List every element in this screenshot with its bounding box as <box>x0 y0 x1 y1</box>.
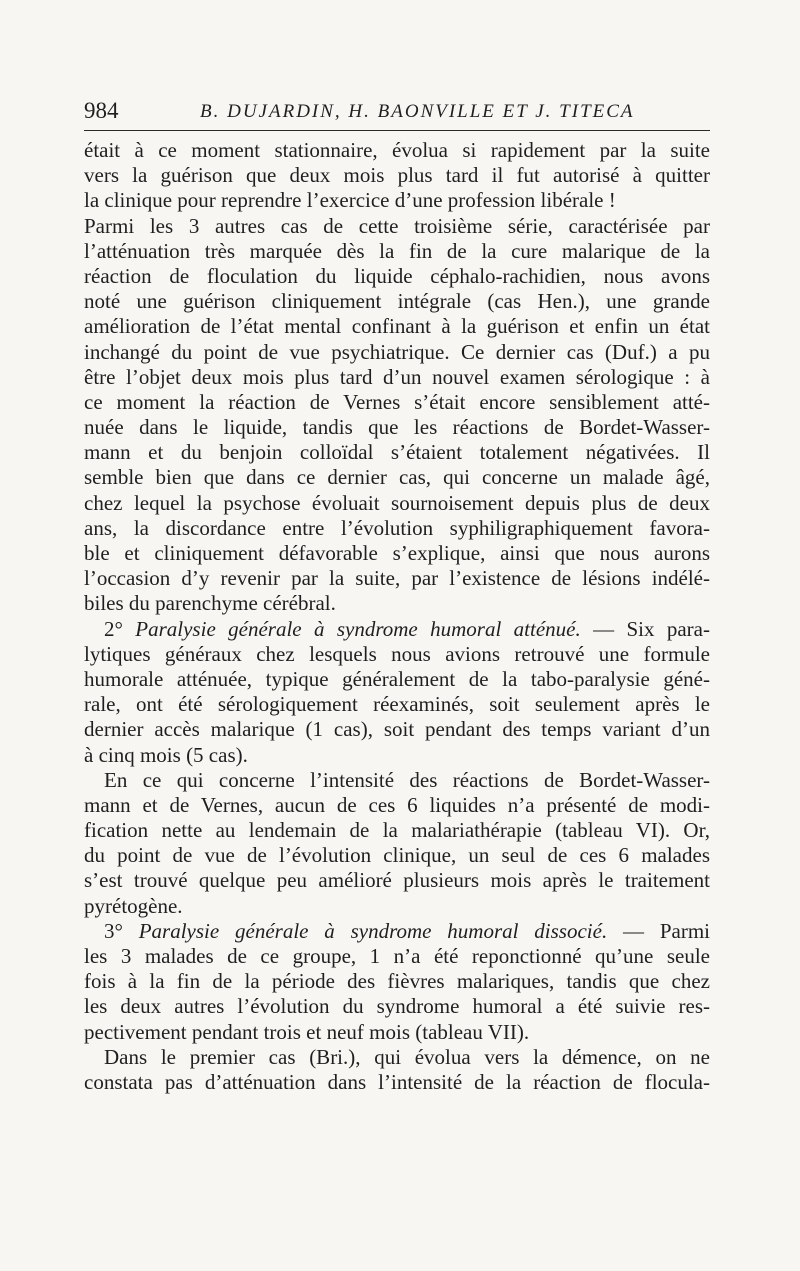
text-line: lytiques généraux chez lesquels nous avions retrouvé une formule <box>84 641 710 666</box>
section-number: 3° <box>104 918 139 943</box>
text-line: nuée dans le liquide, tandis que les réactions de Bordet-Wasser- <box>84 415 710 440</box>
text-line: rale, ont été sérologiquement réexaminés, soit seulement après le <box>84 692 710 717</box>
text-line: humorale atténuée, typique généralement de la tabo-paralysie géné- <box>84 666 710 691</box>
text-line: vers la guérison que deux mois plus tard il fut autorisé à quitter <box>84 163 710 188</box>
text-line: être l’objet deux mois plus tard d’un nouvel examen sérologique : à <box>84 364 710 389</box>
line-text: — Parmi <box>607 918 710 943</box>
text-line: dernier accès malarique (1 cas), soit pendant des temps variant d’un <box>84 717 710 742</box>
page-number: 984 <box>84 98 119 123</box>
section-heading: Paralysie générale à syndrome humoral dissocié. <box>138 918 608 943</box>
text-line: était à ce moment stationnaire, évolua si rapidement par la suite <box>84 138 710 162</box>
text-line: du point de vue de l’évolution clinique, un seul de ces 6 malades <box>84 843 710 868</box>
line-text: — Six para- <box>580 616 710 641</box>
text-line <box>84 617 710 642</box>
text-line: fication nette au lendemain de la malariathérapie (tableau VI). Or, <box>84 818 710 843</box>
text-line: mann et de Vernes, aucun de ces 6 liquides n’a présenté de modi- <box>84 792 710 817</box>
text-line: En ce qui concerne l’intensité des réactions de Bordet-Wasser- <box>104 767 710 792</box>
text-line: constata pas d’atténuation dans l’intensité de la réaction de flocula- <box>84 1069 710 1094</box>
page-header <box>84 98 712 126</box>
text-line: l’occasion d’y revenir par la suite, par l’existence de lésions indélé- <box>84 566 710 591</box>
text-line: mann et du benjoin colloïdal s’étaient totalement négativées. Il <box>84 440 710 465</box>
text-line: les deux autres l’évolution du syndrome humoral a été suivie res- <box>84 994 710 1019</box>
text-line: s’est trouvé quelque peu amélioré plusieurs mois après le traitement <box>84 868 710 893</box>
text-line: chez lequel la psychose évoluait sournoisement depuis plus de deux <box>84 490 710 515</box>
text-line: pectivement pendant trois et neuf mois (tableau VII). <box>84 1019 530 1044</box>
header-rule <box>84 130 710 131</box>
text-line: semble bien que dans ce dernier cas, qui concerne un malade âgé, <box>84 465 710 490</box>
text-line: noté une guérison cliniquement intégrale (cas Hen.), une grande <box>84 289 710 314</box>
text-line: biles du parenchyme cérébral. <box>84 591 336 616</box>
text-line: l’atténuation très marquée dès la fin de la cure malarique de la <box>84 238 710 263</box>
text-line: amélioration de l’état mental confinant à la guérison et enfin un état <box>84 314 710 339</box>
text-line: la clinique pour reprendre l’exercice d’une profession libérale ! <box>84 188 616 213</box>
text-line: ans, la discordance entre l’évolution syphiligraphiquement favora- <box>84 515 710 540</box>
text-line: ble et cliniquement défavorable s’explique, ainsi que nous aurons <box>84 541 710 565</box>
running-head: B. DUJARDIN, H. BAONVILLE ET J. TITECA <box>200 101 635 122</box>
text-line: fois à la fin de la période des fièvres malariques, tandis que chez <box>84 969 710 994</box>
text-line: Parmi les 3 autres cas de cette troisième série, caractérisée par <box>84 213 710 238</box>
text-line: réaction de floculation du liquide céphalo-rachidien, nous avons <box>84 263 710 288</box>
text-line: pyrétogène. <box>84 893 183 918</box>
text-line <box>84 919 710 944</box>
text-line: Dans le premier cas (Bri.), qui évolua vers la démence, on ne <box>104 1044 710 1069</box>
text-line: ce moment la réaction de Vernes s’était encore sensiblement atté- <box>84 389 710 414</box>
body-text <box>84 138 710 1095</box>
text-line: les 3 malades de ce groupe, 1 n’a été reponctionné qu’une seule <box>84 944 710 968</box>
section-number: 2° <box>104 616 136 641</box>
text-line: à cinq mois (5 cas). <box>84 742 248 767</box>
section-heading: Paralysie générale à syndrome humoral atténué. <box>135 616 581 641</box>
text-line: inchangé du point de vue psychiatrique. Ce dernier cas (Duf.) a pu <box>84 339 710 364</box>
